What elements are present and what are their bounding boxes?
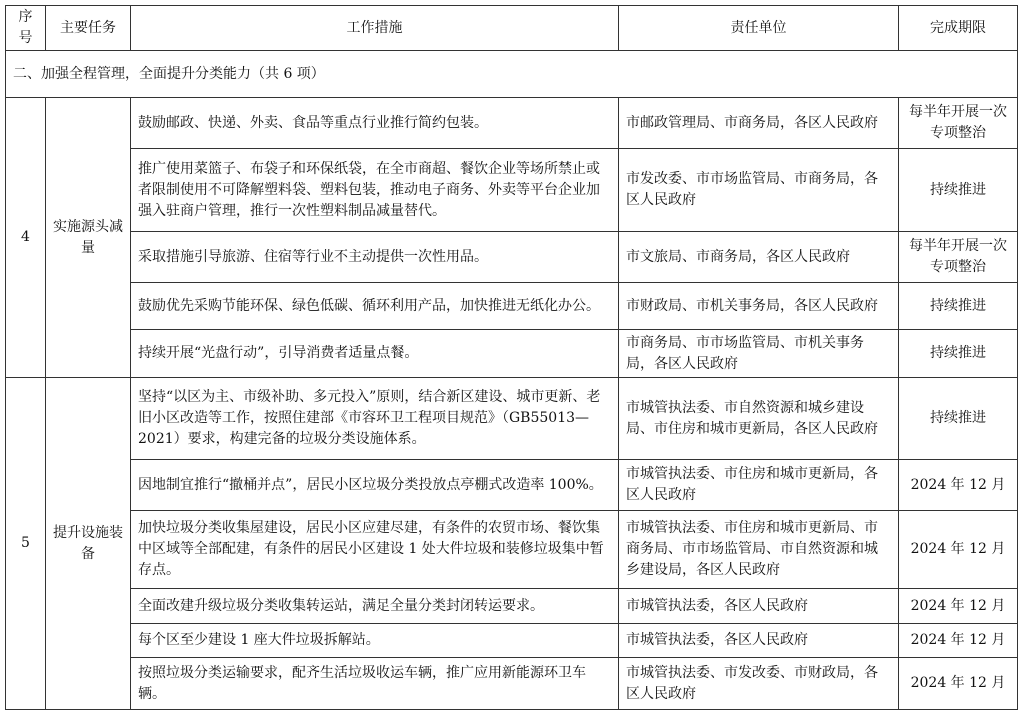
deadline-cell: 2024 年 12 月: [899, 511, 1018, 589]
group-task: 提升设施装备: [46, 378, 131, 710]
measure-cell: 坚持“以区为主、市级补助、多元投入”原则，结合新区建设、城市更新、老旧小区改造等工作，按照住建部《市容环卫工程项目规范》（GB55013—2021）要求，构建完备的垃圾分类设施体系。: [131, 378, 619, 460]
measure-cell: 因地制宜推行“撤桶并点”，居民小区垃圾分类投放点亭棚式改造率 100%。: [131, 460, 619, 511]
table-row: [6, 511, 1018, 589]
group-task: 实施源头减量: [46, 98, 131, 378]
header-deadline: 完成期限: [899, 6, 1018, 51]
unit-cell: 市城管执法委，各区人民政府: [619, 589, 899, 624]
unit-cell: 市发改委、市市场监管局、市商务局，各区人民政府: [619, 149, 899, 232]
header-index: 序号: [6, 6, 46, 51]
unit-cell: 市城管执法委，各区人民政府: [619, 624, 899, 658]
header-task: 主要任务: [46, 6, 131, 51]
group-index: 4: [6, 98, 46, 378]
measure-cell: 推广使用菜篮子、布袋子和环保纸袋，在全市商超、餐饮企业等场所禁止或者限制使用不可降解塑料袋、塑料包装，推动电子商务、外卖等平台企业加强入驻商户管理，推行一次性塑料制品减量替代。: [131, 149, 619, 232]
deadline-cell: 持续推进: [899, 378, 1018, 460]
unit-cell: 市邮政管理局、市商务局，各区人民政府: [619, 98, 899, 149]
deadline-cell: 每半年开展一次专项整治: [899, 232, 1018, 283]
header-measure: 工作措施: [131, 6, 619, 51]
unit-cell: 市城管执法委、市住房和城市更新局，各区人民政府: [619, 460, 899, 511]
table-row: [6, 330, 1018, 378]
deadline-cell: 2024 年 12 月: [899, 624, 1018, 658]
table-row: [6, 658, 1018, 710]
measure-cell: 加快垃圾分类收集屋建设，居民小区应建尽建，有条件的农贸市场、餐饮集中区域等全部配建，有条件的居民小区建设 1 处大件垃圾和装修垃圾集中暂存点。: [131, 511, 619, 589]
unit-cell: 市城管执法委、市自然资源和城乡建设局、市住房和城市更新局，各区人民政府: [619, 378, 899, 460]
deadline-cell: 持续推进: [899, 330, 1018, 378]
unit-cell: 市商务局、市市场监管局、市机关事务局，各区人民政府: [619, 330, 899, 378]
measure-cell: 鼓励邮政、快递、外卖、食品等重点行业推行简约包装。: [131, 98, 619, 149]
deadline-cell: 2024 年 12 月: [899, 460, 1018, 511]
table-row: [6, 98, 1018, 149]
measure-cell: 持续开展“光盘行动”，引导消费者适量点餐。: [131, 330, 619, 378]
deadline-cell: 每半年开展一次专项整治: [899, 98, 1018, 149]
measure-cell: 按照垃圾分类运输要求，配齐生活垃圾收运车辆，推广应用新能源环卫车辆。: [131, 658, 619, 710]
section-row: [6, 51, 1018, 98]
header-unit: 责任单位: [619, 6, 899, 51]
unit-cell: 市财政局、市机关事务局，各区人民政府: [619, 283, 899, 330]
header-row: [6, 6, 1018, 51]
measure-cell: 每个区至少建设 1 座大件垃圾拆解站。: [131, 624, 619, 658]
group-index: 5: [6, 378, 46, 710]
table-row: [6, 232, 1018, 283]
unit-cell: 市城管执法委、市住房和城市更新局、市商务局、市市场监管局、市自然资源和城乡建设局，各区人民政府: [619, 511, 899, 589]
unit-cell: 市城管执法委、市发改委、市财政局，各区人民政府: [619, 658, 899, 710]
measure-cell: 鼓励优先采购节能环保、绿色低碳、循环利用产品，加快推进无纸化办公。: [131, 283, 619, 330]
measure-cell: 采取措施引导旅游、住宿等行业不主动提供一次性用品。: [131, 232, 619, 283]
table-row: [6, 589, 1018, 624]
deadline-cell: 2024 年 12 月: [899, 658, 1018, 710]
section-title: 二、加强全程管理，全面提升分类能力（共 6 项）: [6, 51, 1018, 98]
table-row: [6, 624, 1018, 658]
table-row: [6, 149, 1018, 232]
table-row: [6, 378, 1018, 460]
deadline-cell: 持续推进: [899, 283, 1018, 330]
unit-cell: 市文旅局、市商务局，各区人民政府: [619, 232, 899, 283]
deadline-cell: 持续推进: [899, 149, 1018, 232]
table-row: [6, 460, 1018, 511]
deadline-cell: 2024 年 12 月: [899, 589, 1018, 624]
task-table: [5, 5, 1018, 710]
measure-cell: 全面改建升级垃圾分类收集转运站，满足全量分类封闭转运要求。: [131, 589, 619, 624]
table-row: [6, 283, 1018, 330]
